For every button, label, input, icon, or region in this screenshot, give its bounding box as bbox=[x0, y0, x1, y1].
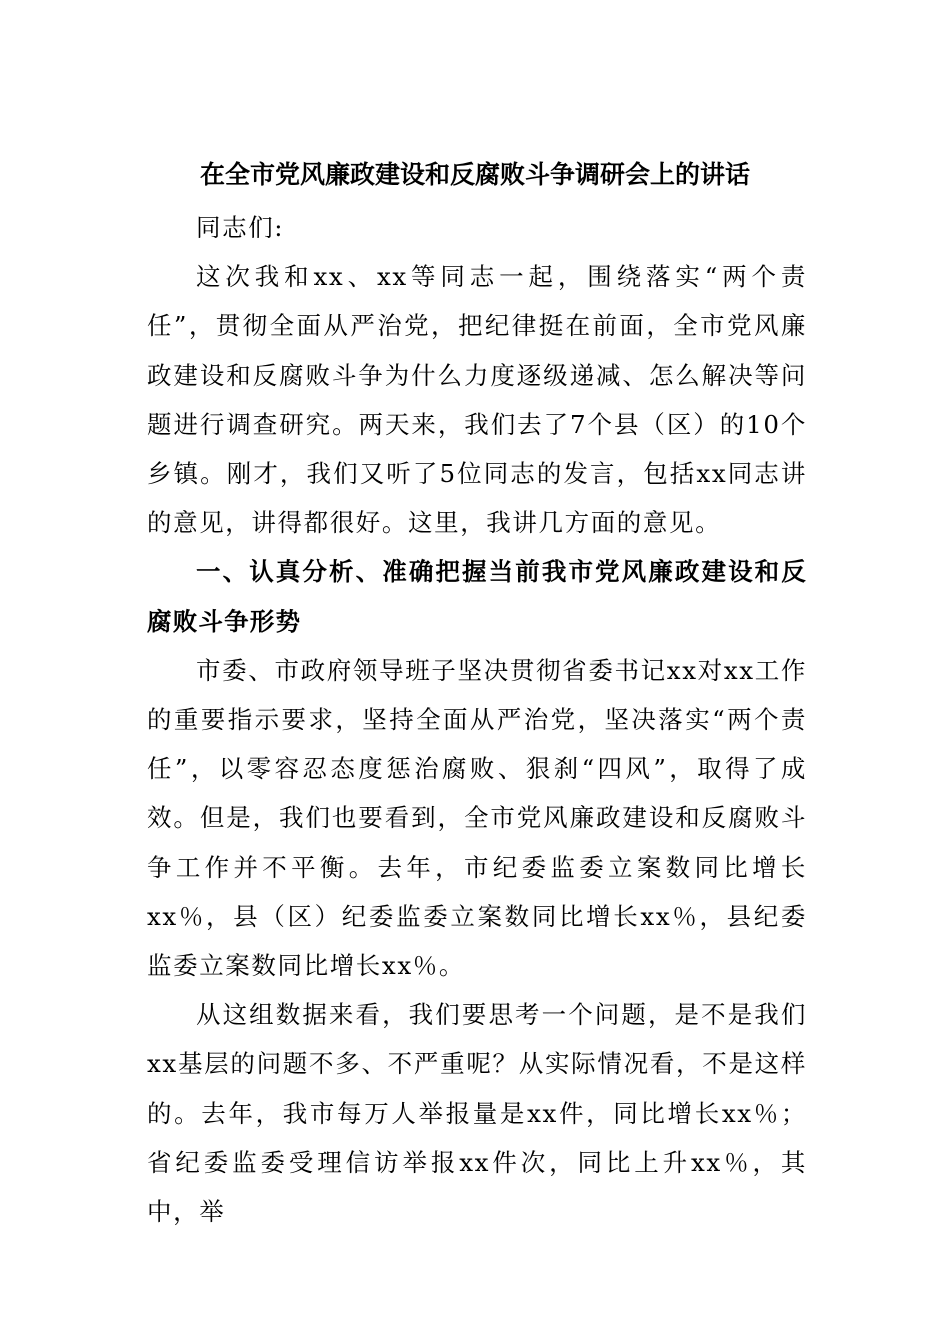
section-heading-1: 一、认真分析、准确把握当前我市党风廉政建设和反腐败斗争形势 bbox=[147, 557, 807, 636]
paragraph-situation: 市委、市政府领导班子坚决贯彻省委书记xx对xx工作的重要指示要求，坚持全面从严治党，坚决落实“两个责任”，以零容忍态度惩治腐败、狠刹“四风”，取得了成效。但是，我们也要看到，全市党风廉政建设和反腐败斗争工作并不平衡。去年，市纪委监委立案数同比增长xx％，县（区）纪委监委立案数同比增长xx％，县纪委监委立案数同比增长xx％。 bbox=[147, 655, 807, 981]
document-body bbox=[147, 203, 807, 1236]
paragraph-data-analysis: 从这组数据来看，我们要思考一个问题，是不是我们xx基层的问题不多、不严重呢？从实际情况看，不是这样的。去年，我市每万人举报量是xx件，同比增长xx％；省纪委监委受理信访举报xx件次，同比上升xx％，其中，举 bbox=[147, 1000, 807, 1227]
document-title: 在全市党风廉政建设和反腐败斗争调研会上的讲话 bbox=[199, 160, 750, 189]
paragraph-intro: 这次我和xx、xx等同志一起，围绕落实“两个责任”，贯彻全面从严治党，把纪律挺在前面，全市党风廉政建设和反腐败斗争为什么力度逐级递减、怎么解决等问题进行调查研究。两天来，我们去了7个县（区）的10个乡镇。刚才，我们又听了5位同志的发言，包括xx同志讲的意见，讲得都很好。这里，我讲几方面的意见。 bbox=[147, 262, 807, 538]
salutation: 同志们: bbox=[196, 213, 285, 242]
